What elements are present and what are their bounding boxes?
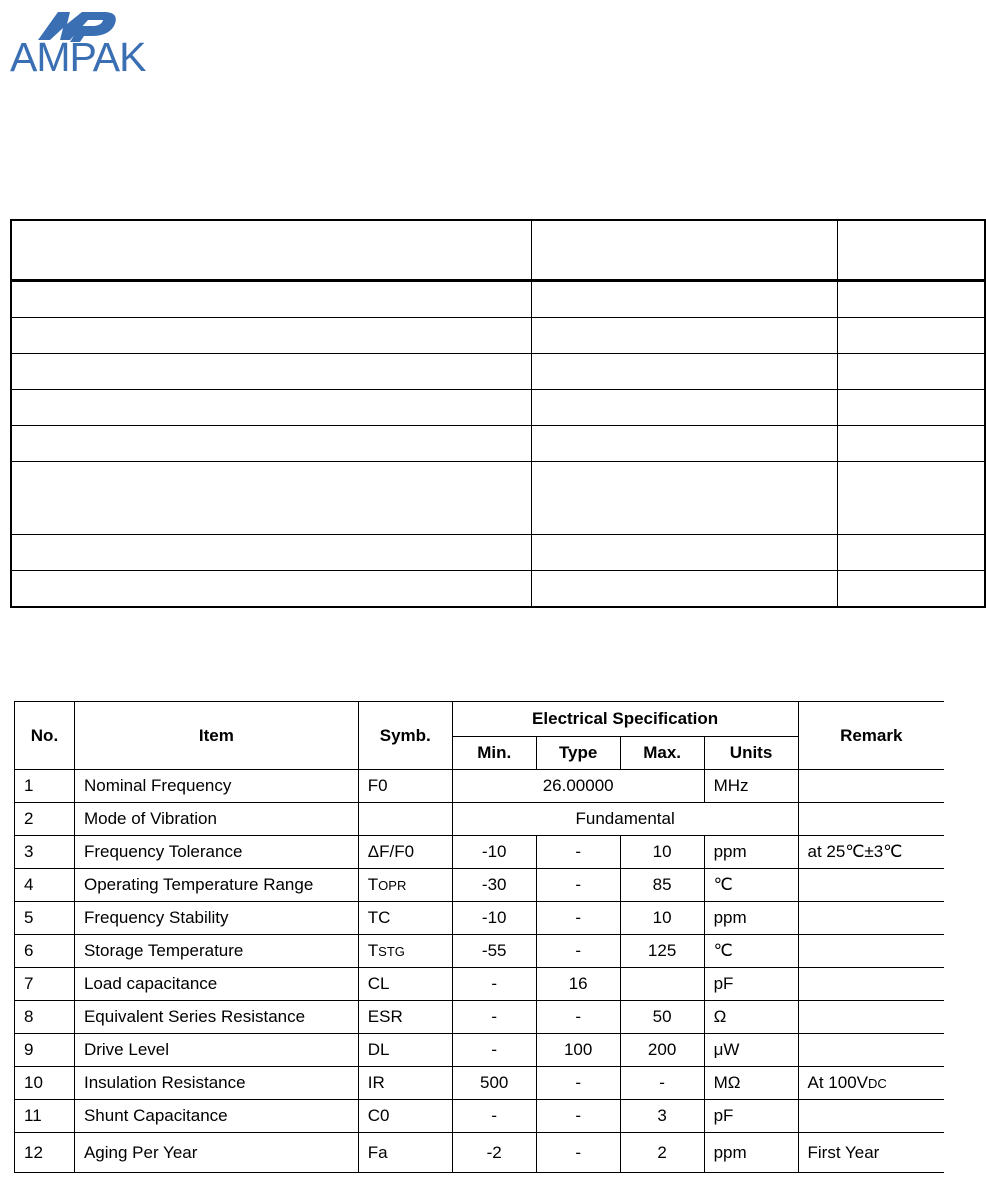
ampak-logo [10,10,156,80]
table-row [15,1034,945,1067]
table-row [15,869,945,902]
header-max: Max. [620,737,704,770]
row-no: 2 [15,803,75,836]
row-units: MΩ [704,1067,798,1100]
row-max: 10 [620,902,704,935]
row-units: MHz [704,770,798,803]
row-merged-value: 26.00000 [452,770,704,803]
row-min: -55 [452,935,536,968]
remark-main: At 100V [807,1073,869,1092]
row-symb: TC [358,902,452,935]
row-symb: IR [358,1067,452,1100]
header-min: Min. [452,737,536,770]
row-min: - [452,1001,536,1034]
row-no: 12 [15,1133,75,1173]
row-max: 85 [620,869,704,902]
remark-subscript: DC [868,1076,887,1091]
symb-main: T [367,875,379,894]
header-item: Item [74,702,358,770]
table-row [15,902,945,935]
table-row [11,462,985,535]
row-no: 3 [15,836,75,869]
row-symb: C0 [358,1100,452,1133]
row-no: 5 [15,902,75,935]
row-symb [358,935,452,968]
row-item: Shunt Capacitance [74,1100,358,1133]
row-symb: DL [358,1034,452,1067]
revision-table [10,219,986,608]
row-remark [798,803,944,836]
row-no: 6 [15,935,75,968]
table-row [11,571,985,608]
row-units: pF [704,968,798,1001]
table-row [15,803,945,836]
row-item: Storage Temperature [74,935,358,968]
row-max: 2 [620,1133,704,1173]
row-min: -10 [452,902,536,935]
row-min: -30 [452,869,536,902]
row-item: Mode of Vibration [74,803,358,836]
row-no: 11 [15,1100,75,1133]
table-row [15,1100,945,1133]
row-type: - [536,1133,620,1173]
row-type: - [536,1067,620,1100]
row-type: - [536,902,620,935]
row-remark [798,1067,944,1100]
table-row [15,1067,945,1100]
row-no: 9 [15,1034,75,1067]
header-symb: Symb. [358,702,452,770]
row-units: ppm [704,902,798,935]
row-remark [798,1001,944,1034]
table-row [15,770,945,803]
row-remark [798,968,944,1001]
row-min: - [452,1034,536,1067]
table-row [15,1001,945,1034]
row-item: Drive Level [74,1034,358,1067]
row-min: 500 [452,1067,536,1100]
row-item: Load capacitance [74,968,358,1001]
symb-main: T [367,941,379,960]
spec-header-row [15,702,945,737]
row-merged-value: Fundamental [452,803,798,836]
row-symb: Fa [358,1133,452,1173]
symb-subscript: OPR [378,878,407,893]
row-type: - [536,1100,620,1133]
table-row [11,318,985,354]
table-row [11,426,985,462]
row-remark [798,902,944,935]
row-no: 1 [15,770,75,803]
revision-table-header [11,220,985,281]
table-row [11,535,985,571]
row-symb: ESR [358,1001,452,1034]
row-no: 4 [15,869,75,902]
table-row [15,968,945,1001]
row-min: -2 [452,1133,536,1173]
row-symb: ΔF/F0 [358,836,452,869]
row-remark [798,1034,944,1067]
row-item: Operating Temperature Range [74,869,358,902]
header-units: Units [704,737,798,770]
row-type: 100 [536,1034,620,1067]
row-units: ppm [704,836,798,869]
header-no: No. [15,702,75,770]
table-row [11,281,985,318]
row-remark [798,869,944,902]
row-symb [358,869,452,902]
row-item: Nominal Frequency [74,770,358,803]
row-symb: F0 [358,770,452,803]
table-row [15,1133,945,1173]
row-type: - [536,935,620,968]
row-no: 8 [15,1001,75,1034]
row-max: 125 [620,935,704,968]
row-type: - [536,1001,620,1034]
row-remark [798,770,944,803]
row-remark [798,1100,944,1133]
table-row [11,354,985,390]
ampak-logo-text: AMPAK [10,34,146,80]
row-units: ℃ [704,869,798,902]
row-item: Aging Per Year [74,1133,358,1173]
row-item: Equivalent Series Resistance [74,1001,358,1034]
row-max: 10 [620,836,704,869]
row-item: Frequency Stability [74,902,358,935]
row-remark: First Year [798,1133,944,1173]
row-units: ℃ [704,935,798,968]
row-units: ppm [704,1133,798,1173]
header-type: Type [536,737,620,770]
row-type: - [536,836,620,869]
row-item: Insulation Resistance [74,1067,358,1100]
row-no: 10 [15,1067,75,1100]
table-row [11,390,985,426]
row-remark [798,935,944,968]
electrical-spec-table [14,701,944,1173]
row-max: 200 [620,1034,704,1067]
row-remark: at 25℃±3℃ [798,836,944,869]
row-units: Ω [704,1001,798,1034]
row-symb [358,803,452,836]
row-min: - [452,968,536,1001]
row-type: - [536,869,620,902]
row-max: 3 [620,1100,704,1133]
row-min: - [452,1100,536,1133]
row-type: 16 [536,968,620,1001]
row-min: -10 [452,836,536,869]
row-max [620,968,704,1001]
row-max: - [620,1067,704,1100]
row-units: μW [704,1034,798,1067]
symb-subscript: STG [378,944,405,959]
row-max: 50 [620,1001,704,1034]
row-symb: CL [358,968,452,1001]
header-remark: Remark [798,702,944,770]
table-row [15,935,945,968]
table-row [15,836,945,869]
header-electrical-spec: Electrical Specification [452,702,798,737]
row-item: Frequency Tolerance [74,836,358,869]
row-units: pF [704,1100,798,1133]
row-no: 7 [15,968,75,1001]
